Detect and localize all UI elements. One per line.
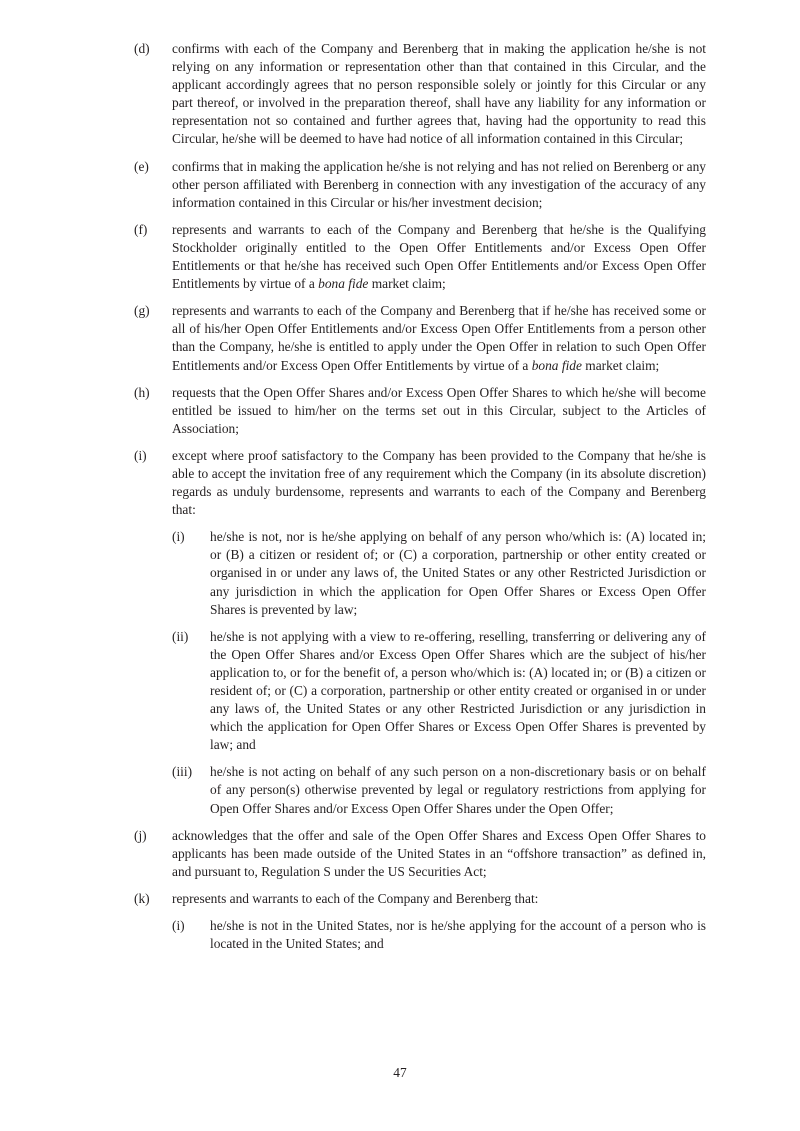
subclause-text: he/she is not applying with a view to re-offering, reselling, transferring or delivering any of the Open Offer Shares and/or Excess Open Offer Shares which are the subject of his/her application to, or for the benefit of, a person who/which is: (A) located in; or (B) a citizen or resident of; or (C) a corporation, partnership or other entity created or organised in or under any laws of, the United States or any other Restricted Jurisdiction or any jurisdiction in which the application for Open Offer Shares or Excess Open Offer Shares is prevented by law; and	[210, 628, 706, 753]
italic-term: bona fide	[531, 357, 582, 373]
clause-label: (e)	[134, 158, 149, 174]
clause-text-part: represents and warrants to each of the Company and Berenberg that if he/she has received some or all of his/her Open Offer Entitlements and/or Excess Open Offer Entitlements from a person other than the Company, he/she is entitled to apply under the Open Offer in relation to such Open Offer Entitlements and/or Excess Open Offer Entitlements by virtue of a	[172, 303, 706, 373]
clause-i	[134, 447, 706, 818]
clause-label: (i)	[134, 447, 147, 463]
subclause-text: he/she is not acting on behalf of any such person on a non-discretionary basis or on behalf of any person(s) otherwise prevented by legal or regulatory restrictions from applying for Open Offer Shares and/or Excess Open Offer Shares under the Open Offer;	[210, 764, 706, 816]
clause-label: (j)	[134, 827, 147, 843]
clause-g	[134, 302, 706, 374]
clause-label: (d)	[134, 41, 150, 56]
clause-text: except where proof satisfactory to the Company has been provided to the Company that he/she is able to accept the invitation free of any requirement which the Company (in its absolute discretion) regards as unduly burdensome, represents and warrants to each of the Company and Berenberg that:	[172, 447, 706, 518]
clause-body	[172, 447, 706, 818]
clause-label: (g)	[134, 303, 150, 319]
clause-label: (f)	[134, 221, 148, 237]
clause-h	[134, 384, 706, 438]
clause-f	[134, 221, 706, 293]
clause-text-part: market claim;	[368, 276, 446, 292]
clause-e	[134, 158, 706, 212]
subclause-label: (ii)	[172, 628, 189, 644]
clause-j	[134, 827, 706, 881]
clause-label: (h)	[134, 384, 150, 400]
document-body	[134, 40, 706, 962]
clause-text-part: represents and warrants to each of the Company and Berenberg that he/she is the Qualifying Stockholder originally entitled to the Open Offer Entitlements and/or Excess Open Offer Entitlements or that he/she has received such Open Offer Entitlements and/or Excess Open Offer Entitlements by virtue of a	[172, 221, 706, 292]
clause-text: acknowledges that the offer and sale of the Open Offer Shares and Excess Open Offer Shares to applicants has been made outside of the United States in an “offshore transaction” as defined in, and pursuant to, Regulation S under the US Securities Act;	[172, 827, 706, 879]
clause-text	[172, 302, 706, 374]
clause-text-part: market claim;	[581, 357, 660, 373]
subclause-i	[172, 917, 706, 953]
clause-text: confirms that in making the application he/she is not relying and has not relied on Berenberg or any other person affiliated with Berenberg in connection with any investigation of the accuracy of any information contained in this Circular or his/her investment decision;	[172, 158, 706, 210]
clause-k	[134, 890, 706, 953]
subclause-label: (iii)	[172, 764, 193, 780]
clause-text	[172, 221, 706, 293]
clause-body	[172, 890, 706, 953]
page-number: 47	[393, 1065, 407, 1080]
subclause-i	[172, 528, 706, 618]
subclause-label: (i)	[172, 529, 185, 545]
clause-label: (k)	[134, 890, 150, 906]
subclause-label: (i)	[172, 918, 185, 934]
subclause-text: he/she is not in the United States, nor is he/she applying for the account of a person who is located in the United States; and	[210, 918, 706, 952]
clause-text: requests that the Open Offer Shares and/or Excess Open Offer Shares to which he/she will become entitled be issued to him/her on the terms set out in this Circular, subject to the Articles of Association;	[172, 384, 706, 436]
clause-text: confirms with each of the Company and Berenberg that in making the application he/she is not relying on any information or representation other than that contained in this Circular, and the applicant accordingly agrees that no person responsible solely or jointly for this Circular or any part thereof, or involved in the preparation thereof, shall have any liability for any information or representation not so contained and further agrees that, having had the opportunity to read this Circular, he/she will be deemed to have had notice of all information contained in this Circular;	[172, 41, 706, 147]
subclause-text: he/she is not, nor is he/she applying on behalf of any person who/which is: (A) located in; or (B) a citizen or resident of; or (C) a corporation, partnership or other entity created or organised in or under any laws of, the United States or any other Restricted Jurisdiction or any jurisdiction in which the application for Open Offer Shares or Excess Open Offer Shares is prevented by law;	[210, 529, 706, 617]
subclause-ii	[172, 628, 706, 755]
subclause-iii	[172, 763, 706, 817]
italic-term: bona fide	[318, 276, 369, 292]
clause-text: represents and warrants to each of the Company and Berenberg that:	[172, 890, 539, 906]
clause-d	[134, 40, 706, 149]
